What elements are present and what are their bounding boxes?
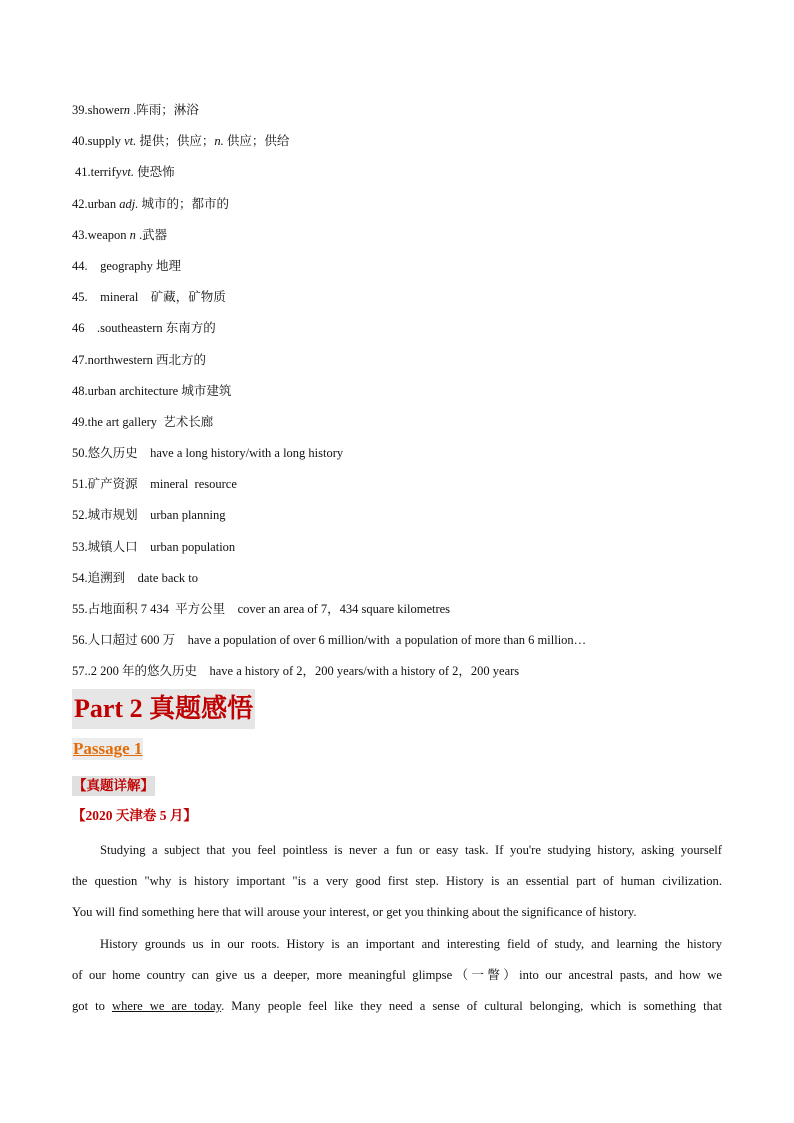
vocab-item-53: 53.城镇人口 urban population xyxy=(72,539,236,554)
vocab-item-45: 45. mineral 矿藏，矿物质 xyxy=(72,290,226,305)
vocab-item-57: 57..2 200 年的悠久历史 have a history of 2，200 years/with a history of 2，200 years xyxy=(72,664,520,679)
paragraph-2-line-3: got to where we are today. Many people feel like they need a sense of cultural belonging, which is something that xyxy=(72,998,722,1013)
vocab-item-46: 46 .southeastern 东南方的 xyxy=(72,321,216,336)
paragraph-2-line-2: of our home country can give us a deeper, more meaningful glimpse（一瞥）into our ancestral pasts, and how we xyxy=(72,967,722,982)
vocab-item-43: 43.weapon n .武器 xyxy=(72,227,168,242)
vocab-item-40: 40.supply vt. 提供；供应；n. 供应；供给 xyxy=(72,134,290,149)
source-tag: 【2020 天津卷 5 月】 xyxy=(72,808,197,823)
vocab-item-55: 55.占地面积 7 434 平方公里 cover an area of 7，434 square kilometres xyxy=(72,602,451,616)
vocab-item-50: 50.悠久历史 have a long history/with a long history xyxy=(72,446,344,461)
underlined-phrase: where we are today xyxy=(111,998,222,1013)
vocab-item-39: 39.showern .阵雨；淋浴 xyxy=(72,103,199,117)
passage-title: Passage 1 xyxy=(73,739,143,758)
detail-tag: 【真题详解】 xyxy=(72,776,155,796)
passage-text xyxy=(72,838,722,1025)
part-title: Part 2 真题感悟 xyxy=(72,689,255,729)
vocab-item-47: 47.northwestern 西北方的 xyxy=(72,352,207,367)
vocab-item-52: 52.城市规划 urban planning xyxy=(72,508,226,523)
vocab-item-51: 51.矿产资源 mineral resource xyxy=(72,477,237,492)
vocab-item-49: 49.the art gallery 艺术长廊 xyxy=(72,414,214,429)
paragraph-1-line-2: the question "why is history important "is a very good first step. History is an essential part of human civilization. xyxy=(72,874,722,889)
vocab-item-41: 41.terrifyvt. 使恐怖 xyxy=(75,165,175,180)
vocab-item-44: 44. geography 地理 xyxy=(72,258,182,273)
vocab-item-42: 42.urban adj. 城市的；都市的 xyxy=(72,196,229,211)
paragraph-1-line-1: Studying a subject that you feel pointless is never a fun or easy task. If you're studying history, asking yourself xyxy=(100,843,722,857)
vocab-item-56: 56.人口超过 600 万 have a population of over 6 million/with a population of more than 6 million… xyxy=(72,633,587,648)
vocabulary-list xyxy=(72,98,732,691)
paragraph-2-line-1: History grounds us in our roots. History is an important and interesting field of study, and learning the history xyxy=(100,936,722,951)
vocab-item-48: 48.urban architecture 城市建筑 xyxy=(72,383,232,398)
vocab-item-54: 54.追溯到 date back to xyxy=(72,570,199,585)
paragraph-1-line-3: You will find something here that will arouse your interest, or get you thinking about the significance of history. xyxy=(72,905,637,920)
